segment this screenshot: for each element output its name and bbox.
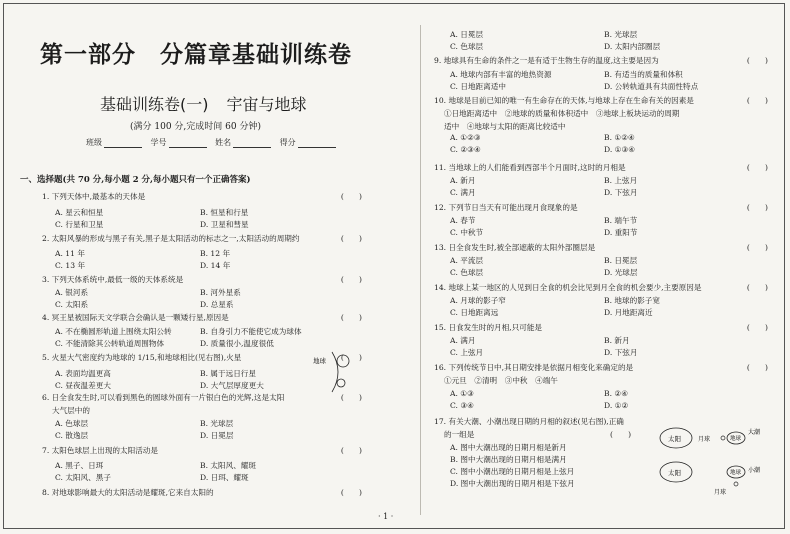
student-no-label: 学号 — [150, 138, 167, 147]
answer-option[interactable]: D. 月地距离近 — [604, 308, 653, 317]
answer-option[interactable]: C. 色球层 — [450, 268, 484, 277]
student-info-line — [86, 137, 342, 148]
answer-option[interactable]: B. 日冕层 — [604, 256, 638, 265]
section-title: 一、选择题(共 70 分,每小题 2 分,每小题只有一个正确答案) — [20, 175, 251, 185]
answer-option[interactable]: B. 光球层 — [604, 30, 638, 39]
answer-option[interactable]: D. 卫星和彗星 — [200, 220, 249, 229]
answer-option[interactable]: A. 平流层 — [450, 256, 484, 265]
answer-bracket[interactable]: ( ) — [340, 446, 362, 455]
answer-option[interactable]: D. 重阳节 — [604, 228, 638, 237]
answer-option[interactable]: A. 新月 — [450, 176, 476, 185]
question-stem-line: 大气层中的 — [52, 406, 90, 415]
question-stem-line: 的一组是 — [444, 430, 475, 439]
answer-option[interactable]: C. 散逸层 — [55, 431, 89, 440]
tide-sun-label-1: 太阳 — [668, 435, 681, 443]
answer-option[interactable]: C. 昼夜温差更大 — [55, 381, 111, 390]
exam-title — [100, 92, 307, 115]
answer-bracket[interactable]: ( ) — [340, 353, 362, 362]
score-note: (满分 100 分,完成时间 60 分钟) — [130, 122, 261, 132]
question-stem: 3. 下列天体系统中,最低一级的天体系统是 ( ) — [42, 275, 362, 284]
name-label: 姓名 — [215, 138, 232, 147]
answer-option[interactable]: A. 不在椭圆形轨道上围绕太阳公转 — [55, 327, 172, 336]
tide-moon-label-1: 月球 — [698, 436, 711, 443]
answer-bracket[interactable]: ( ) — [340, 275, 362, 284]
answer-option[interactable]: B. 自身引力不能使它成为球体 — [200, 327, 302, 336]
answer-option[interactable]: B. 有适当的质量和体积 — [604, 70, 683, 79]
answer-bracket[interactable]: ( ) — [746, 323, 768, 332]
answer-option[interactable]: B. 光球层 — [200, 419, 234, 428]
answer-option[interactable]: C. ②③④ — [450, 145, 481, 154]
question-stem: 17. 有关大潮、小潮出现日期的月相的叙述(见右图),正确 — [434, 417, 624, 426]
answer-option[interactable]: C. 13 年 — [55, 261, 86, 270]
answer-bracket[interactable]: ( ) — [340, 234, 362, 243]
question-stem: 11. 当地球上的人们能看到西部半个月面时,这时的月相是 ( ) — [434, 163, 768, 172]
answer-option[interactable]: C. 日地距离远 — [450, 308, 499, 317]
tide-moon-1 — [721, 436, 725, 440]
answer-option[interactable]: D. 太阳内部圈层 — [604, 42, 661, 51]
answer-option[interactable]: D. 下弦月 — [604, 188, 638, 197]
big-tide-label: 大潮 — [748, 429, 761, 436]
tide-earth-label-2: 地球 — [730, 470, 742, 476]
answer-bracket[interactable]: ( ) — [610, 430, 632, 439]
answer-option[interactable]: D. 日冕层 — [200, 431, 234, 440]
orbit-arc — [332, 352, 338, 392]
answer-option[interactable]: B. 上弦月 — [604, 176, 638, 185]
question-stem: 13. 日全食发生时,被全部遮蔽的太阳外部圈层是 ( ) — [434, 243, 768, 252]
question-stem: 16. 下列传统节日中,其日期安排是依据月相变化来确定的是 ( ) — [434, 363, 768, 372]
answer-bracket[interactable]: ( ) — [340, 192, 362, 201]
question-stem: 6. 日全食发生时,可以看到黑色的圆球外面有一片银白色的光辉,这是太阳 ( ) — [42, 393, 362, 402]
small-tide-label: 小潮 — [748, 467, 761, 474]
question-stem: 10. 地球是目前已知的唯一有生命存在的天体,与地球上存在生命有关的因素是 ( ) — [434, 96, 768, 105]
answer-option[interactable]: B. 属于远日行星 — [200, 369, 256, 378]
answer-option[interactable]: A. 春节 — [450, 216, 476, 225]
name-blank[interactable] — [233, 139, 271, 148]
answer-option[interactable]: C. 上弦月 — [450, 348, 484, 357]
tide-sun-label-2: 太阳 — [668, 469, 681, 477]
answer-bracket[interactable]: ( ) — [746, 363, 768, 372]
answer-bracket[interactable]: ( ) — [746, 203, 768, 212]
answer-option[interactable]: A. 色球层 — [55, 419, 89, 428]
column-divider — [420, 25, 421, 515]
answer-bracket[interactable]: ( ) — [340, 393, 362, 402]
answer-option[interactable]: C. 太阳风、黑子 — [55, 473, 111, 482]
answer-bracket[interactable]: ( ) — [746, 163, 768, 172]
answer-option[interactable]: D. 日珥、耀斑 — [200, 473, 249, 482]
answer-bracket[interactable]: ( ) — [746, 56, 768, 65]
answer-option[interactable]: B. 太阳风、耀斑 — [200, 461, 256, 470]
question-stem: 9. 地球具有生命的条件之一是有适于生物生存的温度,这主要是因为 ( ) — [434, 56, 768, 65]
answer-option[interactable]: C. ③④ — [450, 401, 474, 410]
answer-option[interactable]: A. 满月 — [450, 336, 476, 345]
answer-option[interactable]: A. 地球内部有丰富的地热资源 — [450, 70, 552, 79]
answer-bracket[interactable]: ( ) — [746, 96, 768, 105]
answer-option[interactable]: B. 12 年 — [200, 249, 231, 258]
orbit-figure — [310, 350, 370, 394]
answer-option[interactable]: C. 色球层 — [450, 42, 484, 51]
answer-option[interactable]: A. 日冕层 — [450, 30, 484, 39]
exam-title-main: 基础训练卷(一) — [100, 95, 209, 114]
question-stem: 12. 下列节日当天有可能出现月食现象的是 ( ) — [434, 203, 768, 212]
answer-option[interactable]: B. 图中大潮出现的日期月相是满月 — [450, 455, 567, 464]
question-stem: 2. 太阳风暴的形成与黑子有关,黑子是太阳活动的标志之一,太阳活动的周期约 ( ) — [42, 234, 362, 243]
answer-bracket[interactable]: ( ) — [746, 283, 768, 292]
question-stem: 15. 日食发生时的月相,只可能是 ( ) — [434, 323, 768, 332]
answer-option[interactable]: A. ①③ — [450, 389, 474, 398]
answer-option[interactable]: D. 图中大潮出现的日期月相是下弦月 — [450, 479, 575, 488]
answer-option[interactable]: B. 端午节 — [604, 216, 638, 225]
question-stem: 8. 对地球影响最大的太阳活动是耀斑,它来自太阳的 ( ) — [42, 488, 362, 497]
mars-circle — [337, 379, 345, 387]
question-stem: 7. 太阳色球层上出现的太阳活动是 ( ) — [42, 446, 362, 455]
answer-bracket[interactable]: ( ) — [746, 243, 768, 252]
answer-option[interactable]: D. 总星系 — [200, 300, 234, 309]
tide-moon-label-2: 月球 — [714, 489, 727, 496]
class-blank[interactable] — [104, 139, 142, 148]
answer-option[interactable]: D. 下弦月 — [604, 348, 638, 357]
answer-option[interactable]: A. 表面均温更高 — [55, 369, 111, 378]
answer-option[interactable]: C. 不能清除其公转轨道周围物体 — [55, 339, 165, 348]
part-title: 第一部分 分篇章基础训练卷 — [40, 42, 352, 68]
answer-option[interactable]: B. ①②④ — [604, 133, 635, 142]
question-stem: 4. 冥王星被国际天文学联合会确认是一颗矮行星,原因是 ( ) — [42, 313, 362, 322]
class-label: 班级 — [86, 138, 102, 147]
answer-option[interactable]: A. 图中大潮出现的日期月相是新月 — [450, 443, 567, 452]
earth-circle — [337, 355, 349, 367]
answer-option[interactable]: D. 质量很小,温度很低 — [200, 339, 274, 348]
answer-option[interactable]: D. 光球层 — [604, 268, 638, 277]
tide-earth-label-1: 地球 — [730, 436, 742, 442]
answer-option[interactable]: B. 恒星和行星 — [200, 208, 249, 217]
answer-option[interactable]: A. 月球的影子窄 — [450, 296, 506, 305]
answer-option[interactable]: A. ①②③ — [450, 133, 481, 142]
answer-option[interactable]: A. 11 年 — [55, 249, 85, 258]
score-label: 得分 — [279, 138, 296, 147]
answer-option[interactable]: D. 公转轨道具有共面性特点 — [604, 82, 699, 91]
answer-option[interactable]: C. 满月 — [450, 188, 476, 197]
answer-option[interactable]: C. 太阳系 — [55, 300, 89, 309]
tide-figure — [648, 420, 788, 498]
answer-option[interactable]: B. ②④ — [604, 389, 629, 398]
answer-option[interactable]: C. 行星和卫星 — [55, 220, 104, 229]
question-stem: 5. 火星大气密度约为地球的 1/15,和地球相比(见右图),火星 ( ) — [42, 353, 362, 362]
question-stem: 14. 地球上某一地区的人见到日全食的机会比见到月全食的机会要少,主要原因是 ( ) — [434, 283, 768, 292]
answer-option[interactable]: A. 银河系 — [55, 288, 89, 297]
question-stem-line: 适中 ④地球与太阳的距离比较适中 — [444, 122, 566, 131]
question-stem: 1. 下列天体中,最基本的天体是 ( ) — [42, 192, 362, 201]
question-stem-line: ①元旦 ②清明 ③中秋 ④端午 — [444, 376, 558, 385]
answer-option[interactable]: C. 图中小潮出现的日期月相是上弦月 — [450, 467, 575, 476]
answer-bracket[interactable]: ( ) — [340, 488, 362, 497]
answer-option[interactable]: D. 大气层厚度更大 — [200, 381, 264, 390]
answer-option[interactable]: C. 日地距离适中 — [450, 82, 506, 91]
answer-option[interactable]: B. 新月 — [604, 336, 630, 345]
tide-moon-2 — [734, 482, 738, 486]
answer-option[interactable]: A. 星云和恒星 — [55, 208, 104, 217]
answer-option[interactable]: D. ①② — [604, 401, 629, 410]
question-stem-line: ①日地距离适中 ②地球的质量和体积适中 ③地球上板块运动的周期 — [444, 109, 680, 118]
exam-title-subtitle: 宇宙与地球 — [226, 95, 307, 114]
answer-option[interactable]: C. 中秋节 — [450, 228, 484, 237]
answer-option[interactable]: D. 14 年 — [200, 261, 231, 270]
answer-option[interactable]: B. 地球的影子宽 — [604, 296, 660, 305]
page-number: · 1 · — [378, 512, 394, 521]
answer-option[interactable]: A. 黑子、日珥 — [55, 461, 104, 470]
student-no-blank[interactable] — [169, 139, 207, 148]
mars-figure-label: 地球 — [313, 357, 326, 365]
answer-bracket[interactable]: ( ) — [340, 313, 362, 322]
answer-option[interactable]: D. ①③④ — [604, 145, 636, 154]
score-blank[interactable] — [298, 139, 336, 148]
answer-option[interactable]: B. 河外星系 — [200, 288, 241, 297]
